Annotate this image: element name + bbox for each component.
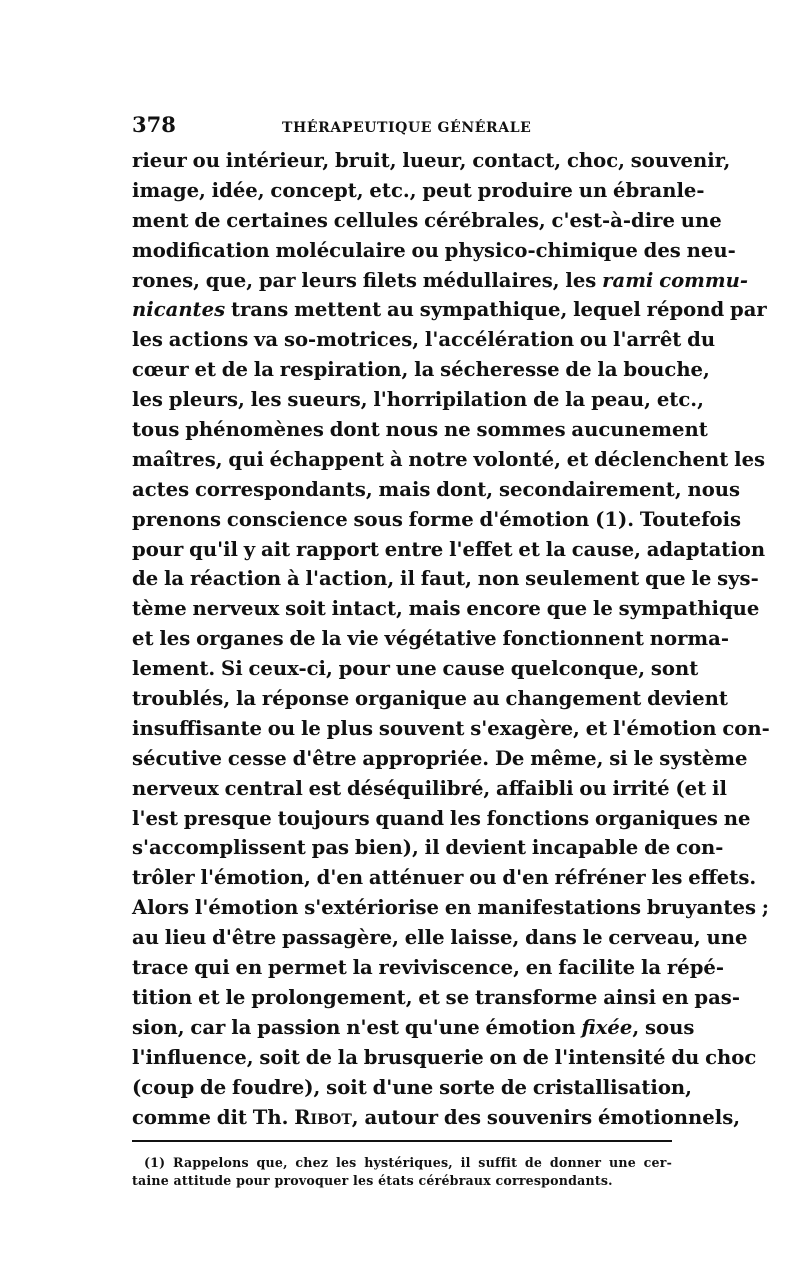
- text-line: cœur et de la respiration, la sécheresse de la bouche,: [132, 358, 710, 382]
- text-line: (coup de foudre), soit d'une sorte de cristallisation,: [132, 1075, 692, 1099]
- text-line: [132, 295, 767, 325]
- footnote-line: (1) Rappelons que, chez les hystériques, il suffit de donner une cer-: [144, 1155, 672, 1171]
- text-line: maîtres, qui échappent à notre volonté, et déclenchent les: [132, 447, 766, 471]
- text-line: tous phénomènes dont nous ne sommes aucunement: [132, 418, 708, 442]
- text-line: sécutive cesse d'être appropriée. De même, si le système: [132, 746, 748, 770]
- text-line: [132, 1103, 741, 1133]
- italic-term: rami commu-: [602, 268, 749, 292]
- italic-term: fixée: [581, 1015, 633, 1039]
- text-line: et les organes de la vie végétative fonctionnent norma-: [132, 627, 729, 651]
- text-line: trôler l'émotion, d'en atténuer ou d'en réfréner les effets.: [132, 866, 757, 890]
- text-line: pour qu'il y ait rapport entre l'effet et la cause, adaptation: [132, 537, 766, 561]
- page-number: 378: [132, 112, 176, 137]
- text-line: trace qui en permet la reviviscence, en facilite la répé-: [132, 956, 725, 980]
- text-fragment: trans mettent au sympathique, lequel répond par: [230, 298, 767, 322]
- text-line: [132, 1013, 695, 1043]
- text-line: de la réaction à l'action, il faut, non seulement que le sys-: [132, 567, 759, 591]
- text-line: les pleurs, les sueurs, l'horripilation de la peau, etc.,: [132, 388, 704, 412]
- text-line: image, idée, concept, etc., peut produire un ébranle-: [132, 178, 705, 202]
- footnote: [132, 1154, 672, 1190]
- text-line: rieur ou intérieur, bruit, lueur, contact, choc, souvenir,: [132, 149, 731, 172]
- text-line: l'est presque toujours quand les fonctions organiques ne: [132, 806, 751, 830]
- italic-term: nicantes: [132, 298, 226, 322]
- text-fragment: rones, que, par leurs filets médullaires, les: [132, 268, 597, 292]
- author-name: Ribot: [294, 1105, 352, 1129]
- text-fragment: , autour des souvenirs émotionnels,: [351, 1105, 741, 1129]
- book-page: [132, 112, 770, 1190]
- text-line: les actions va so-motrices, l'accélération ou l'arrêt du: [132, 328, 716, 352]
- text-line: l'influence, soit de la brusquerie on de l'intensité du choc: [132, 1045, 757, 1069]
- text-line: actes correspondants, mais dont, secondairement, nous: [132, 477, 741, 501]
- footnote-line: taine attitude pour provoquer les états cérébraux correspondants.: [132, 1173, 613, 1189]
- body-text: [132, 146, 770, 1132]
- text-line: troublés, la réponse organique au changement devient: [132, 687, 728, 711]
- running-head: [132, 112, 672, 146]
- text-line: [132, 266, 749, 296]
- text-line: lement. Si ceux-ci, pour une cause quelconque, sont: [132, 657, 699, 681]
- text-line: insuffisante ou le plus souvent s'exagère, et l'émotion con-: [132, 716, 770, 740]
- text-line: nerveux central est déséquilibré, affaibli ou irrité (et il: [132, 776, 727, 800]
- text-line: tition et le prolongement, et se transforme ainsi en pas-: [132, 985, 740, 1009]
- text-fragment: comme dit Th.: [132, 1105, 289, 1129]
- text-line: tème nerveux soit intact, mais encore que le sympathique: [132, 597, 760, 621]
- text-line: ment de certaines cellules cérébrales, c'est-à-dire une: [132, 208, 722, 232]
- text-fragment: , sous: [632, 1015, 695, 1039]
- text-line: prenons conscience sous forme d'émotion (1). Toutefois: [132, 507, 742, 531]
- text-fragment: sion, car la passion n'est qu'une émotion: [132, 1015, 576, 1039]
- text-line: modification moléculaire ou physico-chimique des neu-: [132, 238, 736, 262]
- footnote-rule: [132, 1140, 672, 1142]
- text-line: au lieu d'être passagère, elle laisse, dans le cerveau, une: [132, 926, 748, 950]
- text-line: s'accomplissent pas bien), il devient incapable de con-: [132, 836, 724, 860]
- running-title: THÉRAPEUTIQUE GÉNÉRALE: [282, 120, 532, 136]
- text-line: Alors l'émotion s'extériorise en manifestations bruyantes ;: [132, 896, 770, 920]
